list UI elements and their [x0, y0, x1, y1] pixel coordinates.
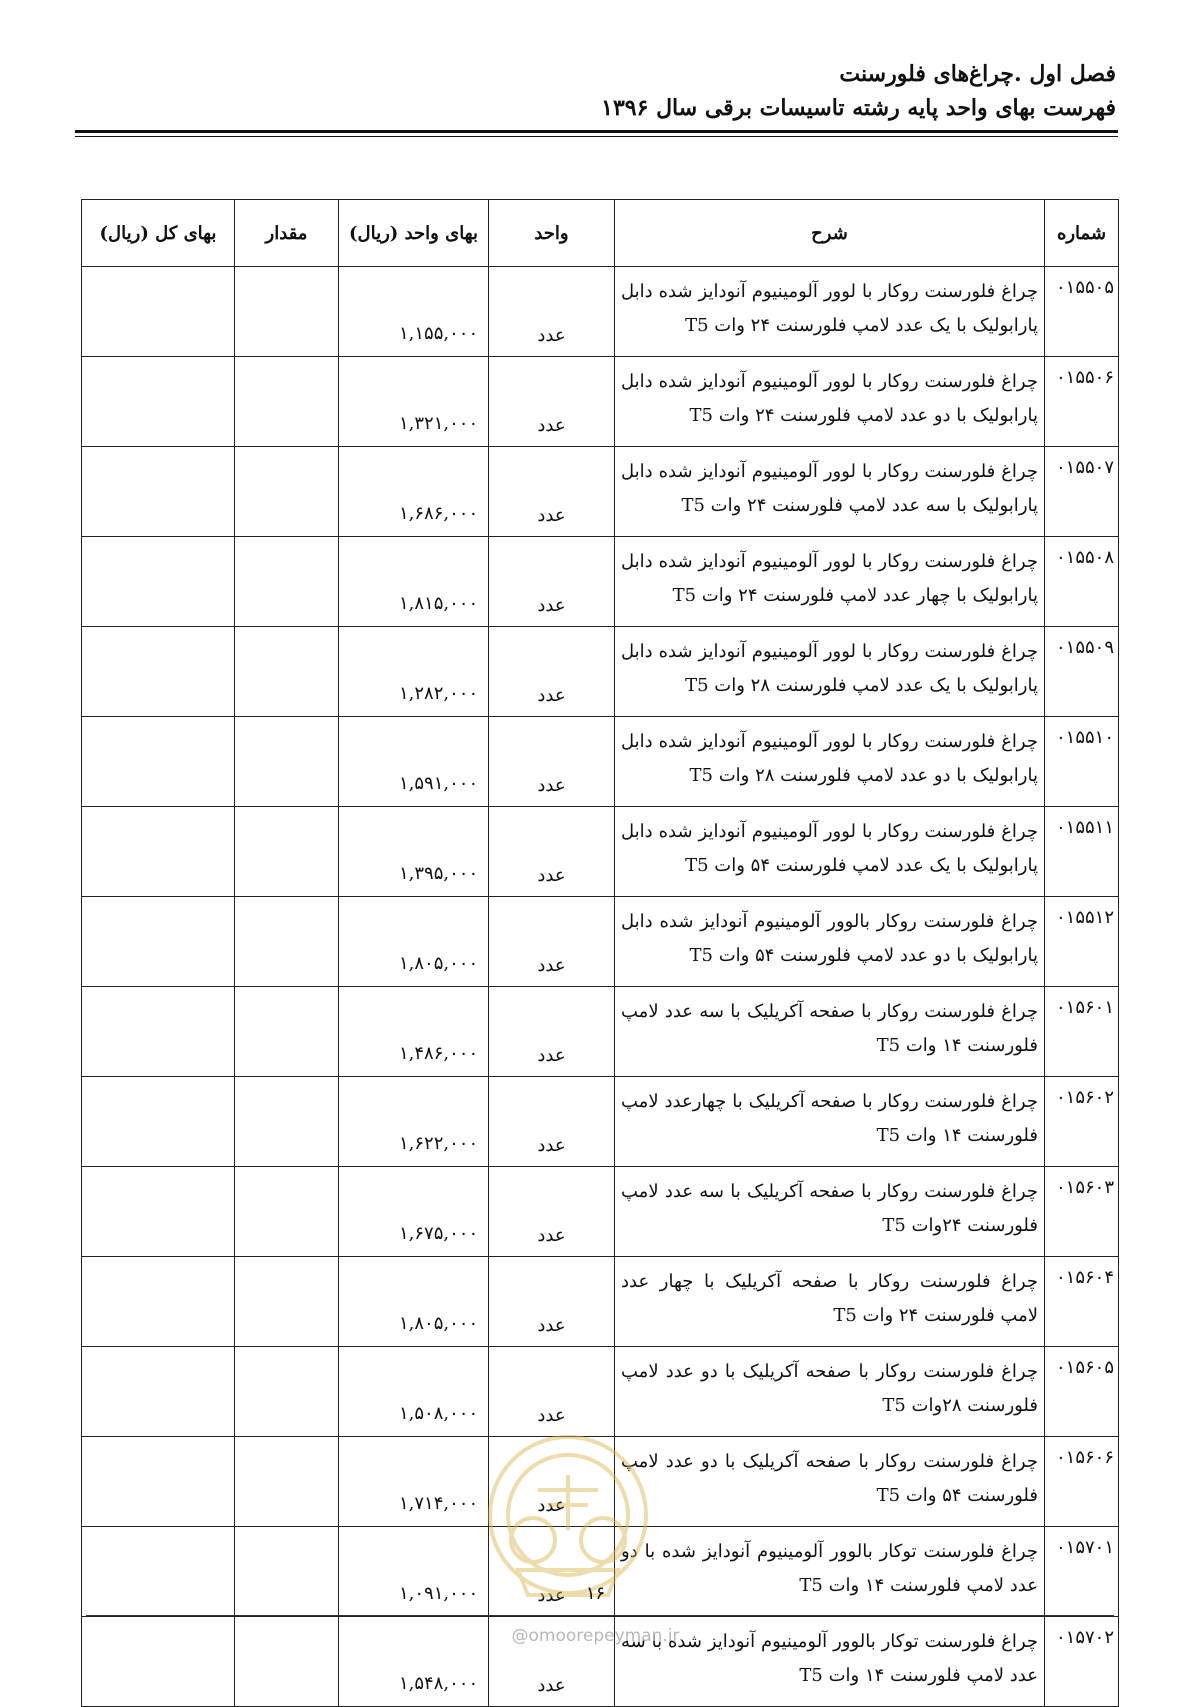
- row-code: ۰۱۵۵۰۷: [1045, 447, 1119, 537]
- column-header-unit-price: بهای واحد (ریال): [339, 200, 489, 267]
- row-unit-price: ۱,۳۹۵,۰۰۰: [339, 807, 489, 897]
- row-code: ۰۱۵۵۰۸: [1045, 537, 1119, 627]
- row-unit-price: ۱,۵۹۱,۰۰۰: [339, 717, 489, 807]
- row-quantity: [235, 897, 339, 987]
- row-quantity: [235, 807, 339, 897]
- table-row: [82, 807, 1119, 897]
- row-description: چراغ فلورسنت توکار بالوور آلومینیوم آنودایز شده با دو عدد لامپ فلورسنت ۱۴ وات T5: [615, 1527, 1045, 1617]
- table-row: [82, 987, 1119, 1077]
- row-unit: عدد: [489, 1257, 615, 1347]
- row-unit-price: ۱,۸۱۵,۰۰۰: [339, 537, 489, 627]
- document-title: فهرست بهای واحد پایه رشته تاسیسات برقی سال ۱۳۹۶: [601, 95, 1116, 121]
- row-total-price: [82, 1347, 235, 1437]
- row-unit-price: ۱,۵۴۸,۰۰۰: [339, 1617, 489, 1707]
- row-description: چراغ فلورسنت روکار بالوور آلومینیوم آنودایز شده دابل پارابولیک با دو عدد لامپ فلورسنت ۵۴ وات T5: [615, 897, 1045, 987]
- price-table: [81, 199, 1119, 1707]
- row-code: ۰۱۵۷۰۱: [1045, 1527, 1119, 1617]
- column-header-code: شماره: [1045, 200, 1119, 267]
- row-quantity: [235, 537, 339, 627]
- row-description: چراغ فلورسنت روکار با صفحه آکریلیک با سه عدد لامپ فلورسنت ۱۴ وات T5: [615, 987, 1045, 1077]
- row-unit-price: ۱,۰۹۱,۰۰۰: [339, 1527, 489, 1617]
- chapter-title: فصل اول .چراغ‌های فلورسنت: [839, 61, 1116, 87]
- row-unit-price: ۱,۳۲۱,۰۰۰: [339, 357, 489, 447]
- column-header-total-price: بهای کل (ریال): [82, 200, 235, 267]
- row-code: ۰۱۵۶۰۳: [1045, 1167, 1119, 1257]
- header-rule-thick: [75, 130, 1118, 133]
- row-unit-price: ۱,۱۵۵,۰۰۰: [339, 267, 489, 357]
- table-row: [82, 357, 1119, 447]
- row-code: ۰۱۵۵۰۵: [1045, 267, 1119, 357]
- row-unit: عدد: [489, 1437, 615, 1527]
- row-unit-price: ۱,۶۷۵,۰۰۰: [339, 1167, 489, 1257]
- row-total-price: [82, 807, 235, 897]
- row-description: چراغ فلورسنت روکار با لوور آلومینیوم آنودایز شده دابل پارابولیک با دو عدد لامپ فلورسنت ۲۴ وات T5: [615, 357, 1045, 447]
- table-row: [82, 1167, 1119, 1257]
- row-code: ۰۱۵۶۰۵: [1045, 1347, 1119, 1437]
- row-description: چراغ فلورسنت روکار با لوور آلومینیوم آنودایز شده دابل پارابولیک با یک عدد لامپ فلورسنت ۲۸ وات T5: [615, 627, 1045, 717]
- row-description: چراغ فلورسنت توکار بالوور آلومینیوم آنودایز شده با سه عدد لامپ فلورسنت ۱۴ وات T5: [615, 1617, 1045, 1707]
- row-total-price: [82, 357, 235, 447]
- row-quantity: [235, 267, 339, 357]
- table-row: [82, 1077, 1119, 1167]
- row-code: ۰۱۵۵۱۲: [1045, 897, 1119, 987]
- row-code: ۰۱۵۶۰۲: [1045, 1077, 1119, 1167]
- table-row: [82, 897, 1119, 987]
- row-unit: عدد: [489, 1167, 615, 1257]
- row-unit: عدد: [489, 537, 615, 627]
- row-description: چراغ فلورسنت روکار با صفحه آکریلیک با چهارعدد لامپ فلورسنت ۱۴ وات T5: [615, 1077, 1045, 1167]
- row-total-price: [82, 897, 235, 987]
- column-header-description: شرح: [615, 200, 1045, 267]
- row-unit-price: ۱,۲۸۲,۰۰۰: [339, 627, 489, 717]
- row-total-price: [82, 717, 235, 807]
- row-unit: عدد: [489, 267, 615, 357]
- table-header-row: [82, 200, 1119, 267]
- row-total-price: [82, 1167, 235, 1257]
- row-unit: عدد: [489, 1077, 615, 1167]
- row-description: چراغ فلورسنت روکار با لوور آلومینیوم آنودایز شده دابل پارابولیک با یک عدد لامپ فلورسنت ۲۴ وات T5: [615, 267, 1045, 357]
- column-header-quantity: مقدار: [235, 200, 339, 267]
- row-quantity: [235, 357, 339, 447]
- row-quantity: [235, 447, 339, 537]
- footer-rule: [86, 1615, 1114, 1616]
- row-unit-price: ۱,۶۲۲,۰۰۰: [339, 1077, 489, 1167]
- row-unit-price: ۱,۴۸۶,۰۰۰: [339, 987, 489, 1077]
- row-unit: عدد: [489, 1347, 615, 1437]
- row-unit-price: ۱,۷۱۴,۰۰۰: [339, 1437, 489, 1527]
- row-unit-price: ۱,۶۸۶,۰۰۰: [339, 447, 489, 537]
- row-code: ۰۱۵۶۰۱: [1045, 987, 1119, 1077]
- row-description: چراغ فلورسنت روکار با صفحه آکریلیک با چهار عدد لامپ فلورسنت ۲۴ وات T5: [615, 1257, 1045, 1347]
- row-total-price: [82, 987, 235, 1077]
- row-quantity: [235, 1437, 339, 1527]
- row-quantity: [235, 1257, 339, 1347]
- row-unit: عدد: [489, 897, 615, 987]
- row-total-price: [82, 1437, 235, 1527]
- row-quantity: [235, 987, 339, 1077]
- row-total-price: [82, 627, 235, 717]
- row-unit: عدد: [489, 447, 615, 537]
- row-quantity: [235, 627, 339, 717]
- row-unit: عدد: [489, 1617, 615, 1707]
- row-description: چراغ فلورسنت روکار با لوور آلومینیوم آنودایز شده دابل پارابولیک با چهار عدد لامپ فلورسنت ۲۴ وات T5: [615, 537, 1045, 627]
- row-description: چراغ فلورسنت روکار با لوور آلومینیوم آنودایز شده دابل پارابولیک با دو عدد لامپ فلورسنت ۲۸ وات T5: [615, 717, 1045, 807]
- row-total-price: [82, 1077, 235, 1167]
- row-code: ۰۱۵۶۰۴: [1045, 1257, 1119, 1347]
- row-description: چراغ فلورسنت روکار با صفحه آکریلیک با سه عدد لامپ فلورسنت ۲۴وات T5: [615, 1167, 1045, 1257]
- row-unit: عدد: [489, 357, 615, 447]
- table-row: [82, 1257, 1119, 1347]
- row-description: چراغ فلورسنت روکار با لوور آلومینیوم آنودایز شده دابل پارابولیک با یک عدد لامپ فلورسنت ۵۴ وات T5: [615, 807, 1045, 897]
- row-quantity: [235, 1077, 339, 1167]
- row-unit: عدد: [489, 627, 615, 717]
- page-number: ۱۶: [585, 1583, 606, 1604]
- row-unit-price: ۱,۵۰۸,۰۰۰: [339, 1347, 489, 1437]
- row-unit: عدد: [489, 987, 615, 1077]
- header-rule-thin: [75, 136, 1118, 137]
- row-quantity: [235, 1347, 339, 1437]
- row-description: چراغ فلورسنت روکار با صفحه آکریلیک با دو عدد لامپ فلورسنت ۵۴ وات T5: [615, 1437, 1045, 1527]
- table-row: [82, 267, 1119, 357]
- row-unit-price: ۱,۸۰۵,۰۰۰: [339, 897, 489, 987]
- row-code: ۰۱۵۷۰۲: [1045, 1617, 1119, 1707]
- row-unit: عدد: [489, 1527, 615, 1617]
- row-total-price: [82, 1257, 235, 1347]
- row-code: ۰۱۵۵۱۱: [1045, 807, 1119, 897]
- row-unit: عدد: [489, 717, 615, 807]
- table-row: [82, 717, 1119, 807]
- row-code: ۰۱۵۵۱۰: [1045, 717, 1119, 807]
- table-row: [82, 537, 1119, 627]
- row-total-price: [82, 447, 235, 537]
- row-quantity: [235, 1167, 339, 1257]
- row-code: ۰۱۵۶۰۶: [1045, 1437, 1119, 1527]
- row-total-price: [82, 537, 235, 627]
- row-code: ۰۱۵۵۰۹: [1045, 627, 1119, 717]
- row-total-price: [82, 267, 235, 357]
- table-row: [82, 627, 1119, 717]
- row-unit: عدد: [489, 807, 615, 897]
- row-quantity: [235, 717, 339, 807]
- watermark-text: @omoorepeyman.ir: [511, 1626, 680, 1646]
- row-description: چراغ فلورسنت روکار با لوور آلومینیوم آنودایز شده دابل پارابولیک با سه عدد لامپ فلورسنت ۲۴ وات T5: [615, 447, 1045, 537]
- page-header: [601, 58, 1116, 126]
- table-row: [82, 447, 1119, 537]
- table-row: [82, 1347, 1119, 1437]
- row-description: چراغ فلورسنت روکار با صفحه آکریلیک با دو عدد لامپ فلورسنت ۲۸وات T5: [615, 1347, 1045, 1437]
- row-unit-price: ۱,۸۰۵,۰۰۰: [339, 1257, 489, 1347]
- table-row: [82, 1437, 1119, 1527]
- row-code: ۰۱۵۵۰۶: [1045, 357, 1119, 447]
- column-header-unit: واحد: [489, 200, 615, 267]
